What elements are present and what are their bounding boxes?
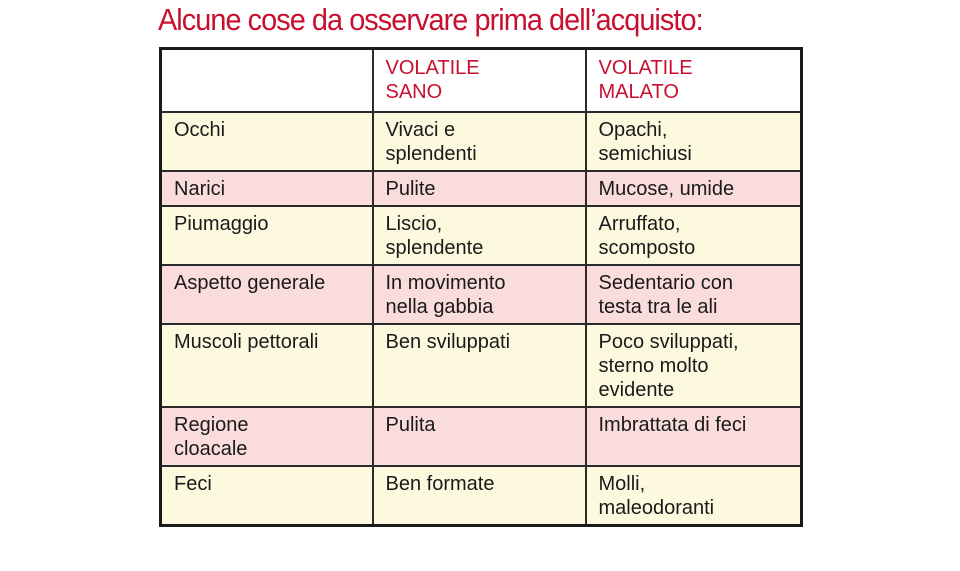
header-empty-cell [161, 49, 373, 113]
row-label: Narici [161, 171, 373, 206]
comparison-table [159, 47, 803, 527]
row-label: Muscoli pettorali [161, 324, 373, 407]
cell-malato: Sedentario con testa tra le ali [586, 265, 802, 324]
table-header-row [161, 49, 802, 113]
cell-sano: Liscio, splendente [373, 206, 586, 265]
table-row [161, 324, 802, 407]
table-row [161, 206, 802, 265]
table-row [161, 466, 802, 526]
table-row [161, 112, 802, 171]
cell-sano: Ben sviluppati [373, 324, 586, 407]
header-volatile-malato: VOLATILE MALATO [586, 49, 802, 113]
cell-sano: Pulita [373, 407, 586, 466]
header-volatile-sano: VOLATILE SANO [373, 49, 586, 113]
page-title: Alcune cose da osservare prima dell’acquisto: [158, 2, 703, 37]
cell-malato: Mucose, umide [586, 171, 802, 206]
cell-sano: Vivaci e splendenti [373, 112, 586, 171]
row-label: Piumaggio [161, 206, 373, 265]
table-row [161, 171, 802, 206]
cell-malato: Poco sviluppati, sterno molto evidente [586, 324, 802, 407]
row-label: Regione cloacale [161, 407, 373, 466]
cell-sano: Pulite [373, 171, 586, 206]
table-row [161, 407, 802, 466]
table-row [161, 265, 802, 324]
cell-malato: Imbrattata di feci [586, 407, 802, 466]
row-label: Occhi [161, 112, 373, 171]
row-label: Aspetto generale [161, 265, 373, 324]
cell-malato: Arruffato, scomposto [586, 206, 802, 265]
row-label: Feci [161, 466, 373, 526]
cell-malato: Opachi, semichiusi [586, 112, 802, 171]
cell-sano: Ben formate [373, 466, 586, 526]
cell-sano: In movimento nella gabbia [373, 265, 586, 324]
cell-malato: Molli, maleodoranti [586, 466, 802, 526]
